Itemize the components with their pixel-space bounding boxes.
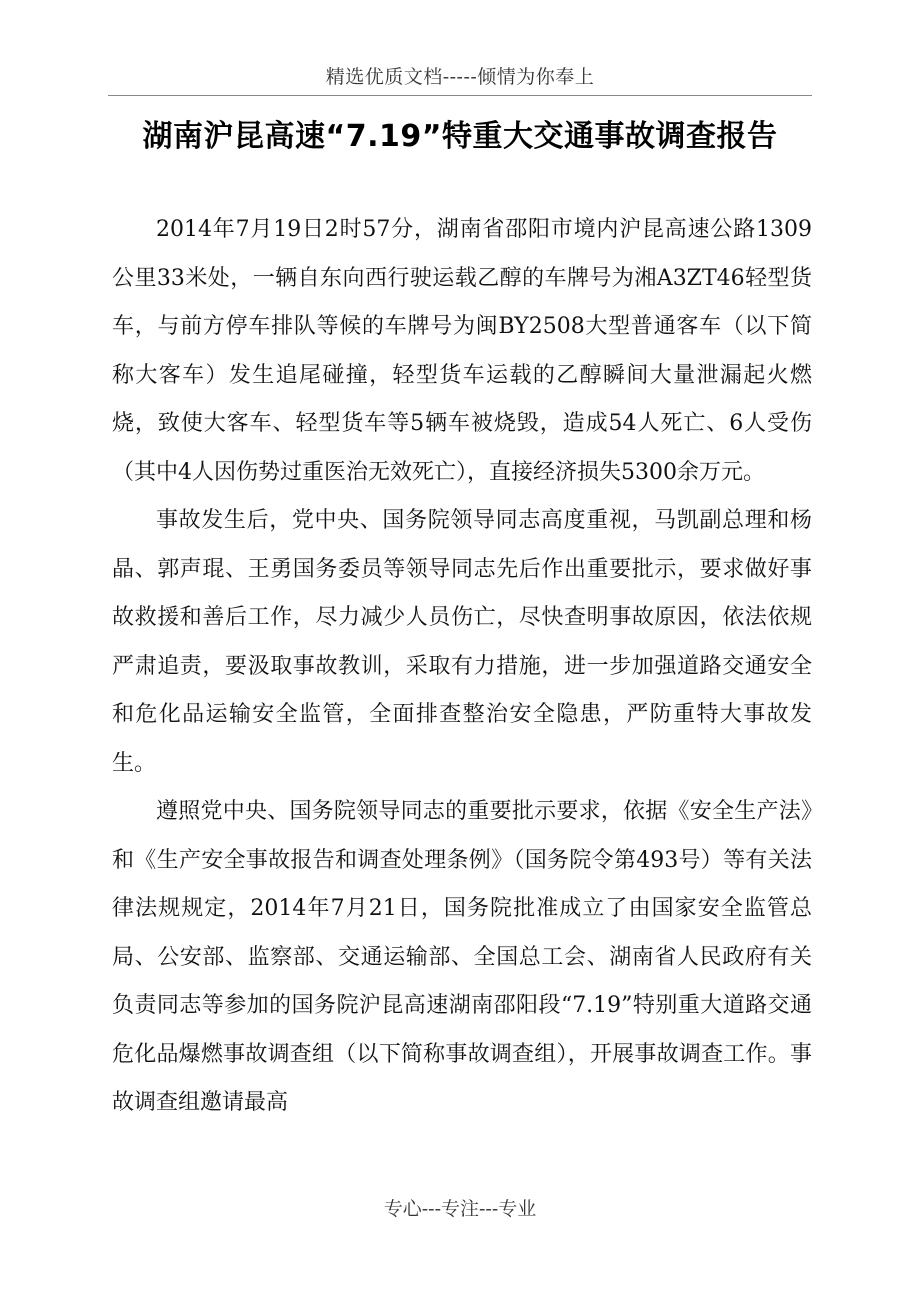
body-paragraph: 遵照党中央、国务院领导同志的重要批示要求，依据《安全生产法》和《生产安全事故报告和调查处理条例》（国务院令第493号）等有关法律法规规定，2014年7月21日，国务院批准成立了由国家安全监管总局、公安部、监察部、交通运输部、全国总工会、湖南省人民政府有关负责同志等参加的国务院沪昆高速湖南邵阳段“7.19”特别重大道路交通危化品爆燃事故调查组（以下简称事故调查组），开展事故调查工作。事故调查组邀请最高 xyxy=(112,799,812,1115)
running-footer: 专心---专注---专业 xyxy=(383,1198,537,1220)
document-title: 湖南沪昆高速“7.19”特重大交通事故调查报告 xyxy=(142,119,778,154)
header-divider xyxy=(108,95,812,96)
body-paragraph: 事故发生后，党中央、国务院领导同志高度重视，马凯副总理和杨晶、郭声琨、王勇国务委员等领导同志先后作出重要批示，要求做好事故救援和善后工作，尽力减少人员伤亡，尽快查明事故原因，依法依规严肃追责，要汲取事故教训，采取有力措施，进一步加强道路交通安全和危化品运输安全监管，全面排查整治安全隐患，严防重特大事故发生。 xyxy=(112,508,812,776)
document-body xyxy=(112,206,812,1128)
running-header: 精选优质文档-----倾情为你奉上 xyxy=(325,66,595,88)
body-paragraph: 2014年7月19日2时57分，湖南省邵阳市境内沪昆高速公路1309公里33米处，一辆自东向西行驶运载乙醇的车牌号为湘A3ZT46轻型货车，与前方停车排队等候的车牌号为闽BY2508大型普通客车（以下简称大客车）发生追尾碰撞，轻型货车运载的乙醇瞬间大量泄漏起火燃烧，致使大客车、轻型货车等5辆车被烧毁，造成54人死亡、6人受伤（其中4人因伤势过重医治无效死亡），直接经济损失5300余万元。 xyxy=(112,217,812,485)
